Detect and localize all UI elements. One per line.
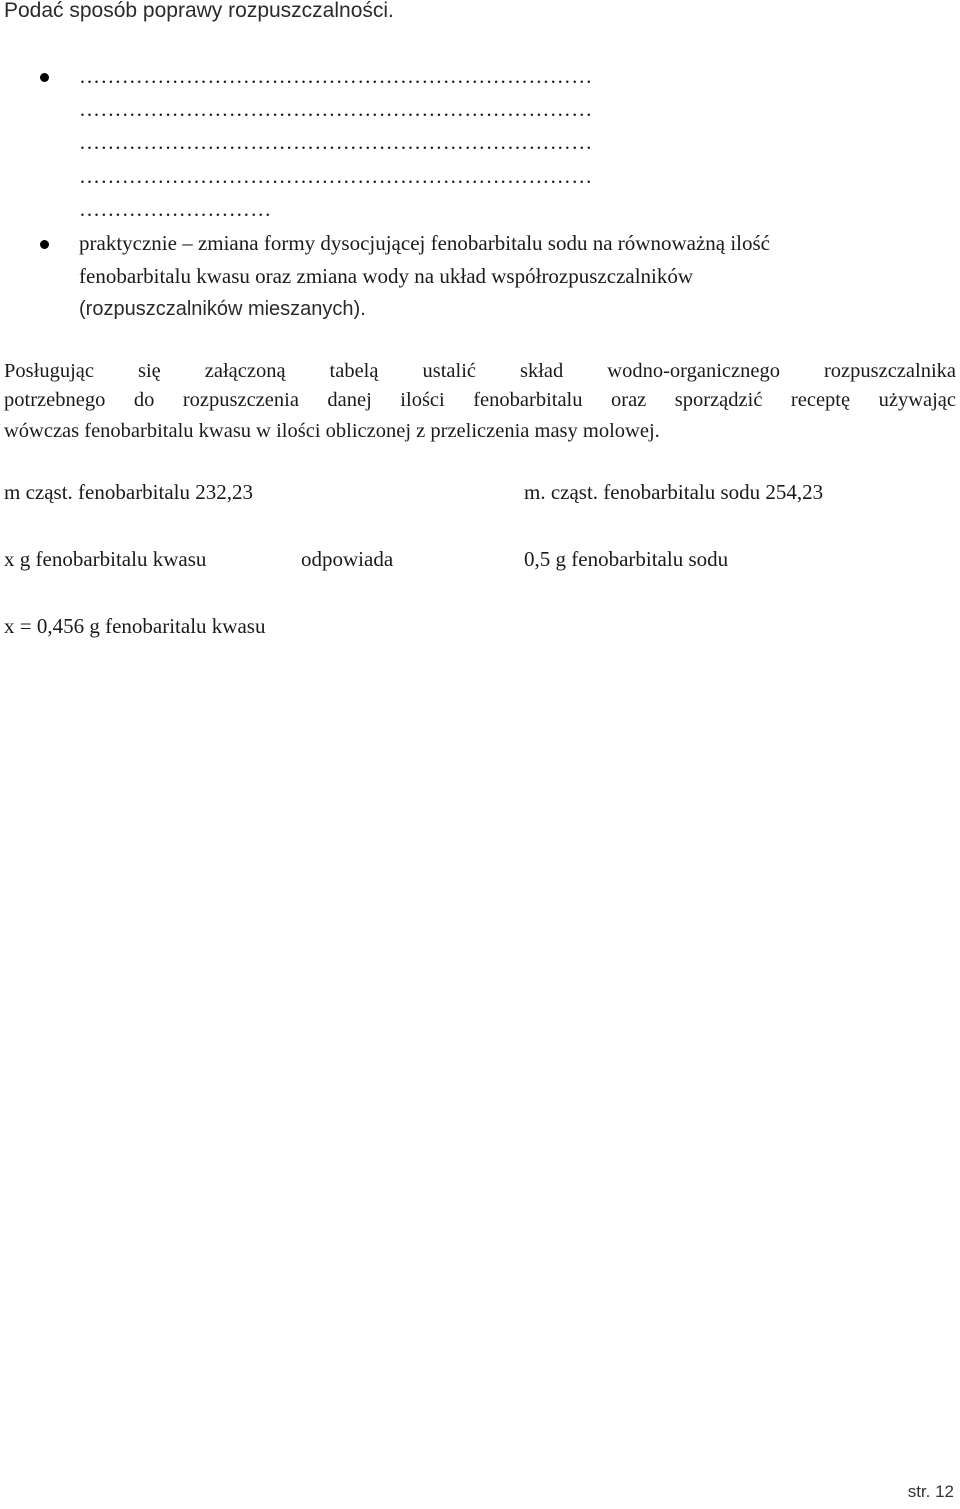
bullet-2-line-1: praktycznie – zmiana formy dysocjującej fenobarbitalu sodu na równoważną ilość (79, 231, 771, 255)
dot-line-1: ……………………………………………………………… (79, 64, 593, 88)
proportion-right: 0,5 g fenobarbitalu sodu (524, 547, 729, 571)
paragraph-line-3: wówczas fenobarbitalu kwasu w ilości obliczonej z przeliczenia masy molowej. (4, 420, 660, 442)
paragraph-line-1: Posługując się załączoną tabelą ustalić skład wodno-organicznego rozpuszczalnika (4, 360, 956, 382)
dot-line-4: ……………………………………………………………… (79, 164, 593, 188)
dot-line-2: ……………………………………………………………… (79, 97, 593, 121)
calculation-result: x = 0,456 g fenobaritalu kwasu (4, 614, 266, 638)
bullet-2-dot (40, 240, 49, 249)
molar-mass-sodium: m. cząst. fenobarbitalu sodu 254,23 (524, 480, 824, 504)
proportion-middle: odpowiada (301, 547, 394, 571)
heading: Podać sposób poprawy rozpuszczalności. (4, 0, 394, 22)
page-number: str. 12 (907, 1482, 954, 1501)
dot-line-5: ……………………… (79, 197, 272, 221)
dot-line-3: ……………………………………………………………… (79, 130, 593, 154)
bullet-2-line-3: (rozpuszczalników mieszanych). (79, 298, 366, 320)
paragraph-line-2: potrzebnego do rozpuszczenia danej ilości fenobarbitalu oraz sporządzić receptę używając (4, 389, 956, 411)
molar-mass-acid: m cząst. fenobarbitalu 232,23 (4, 480, 254, 504)
proportion-left: x g fenobarbitalu kwasu (4, 547, 207, 571)
bullet-1-dot (40, 73, 49, 82)
bullet-2-line-2: fenobarbitalu kwasu oraz zmiana wody na układ współrozpuszczalników (79, 264, 694, 288)
